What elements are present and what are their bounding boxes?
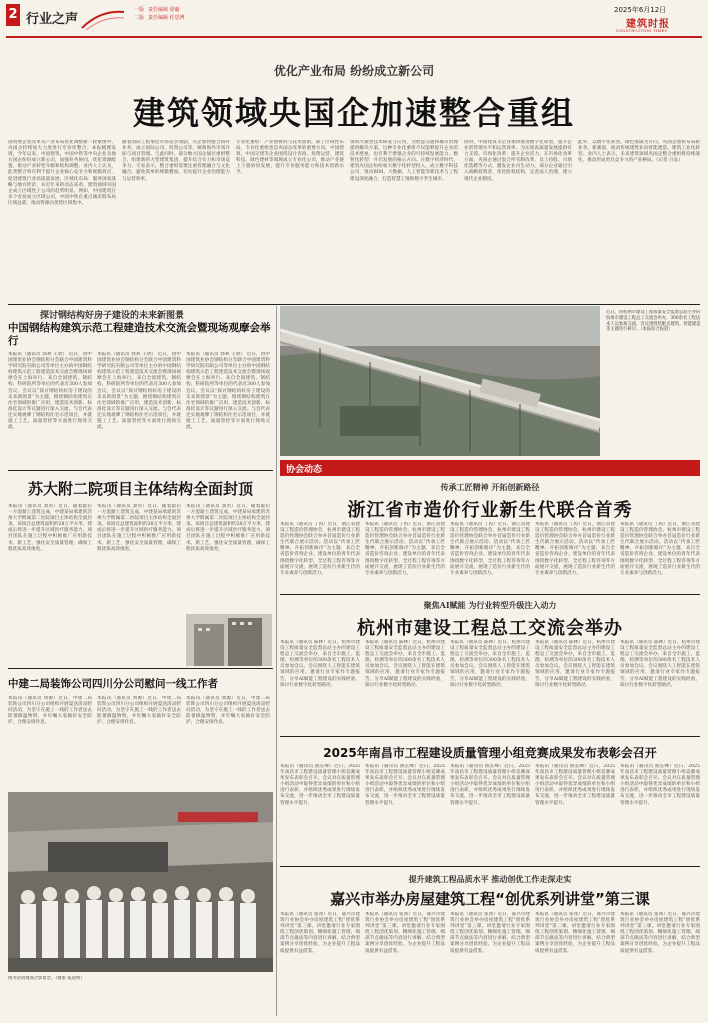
story4-body-2: 本报讯（通讯员 周源）近日，中建二局装饰公司四川分公司组织开展夏送清凉慰问活动，为坚守在施工一线的工作者送去防暑降温物资，并叮嘱大家做好安全防护，合理安排作息。	[97, 696, 181, 726]
issue-date: 2025年6月12日	[614, 6, 667, 14]
story8-body-5: 本报讯（通讯员 张冰）近日，嘉兴市建筑行业协会举办房屋建筑工程“创优系列讲堂”第三课。讲堂邀请行业专家围绕工程创优策划、精细化施工管理、细部节点做法等内容进行讲解，结合典型案例分享创优经验，为企业提升工程品质提供有益借鉴。	[620, 912, 700, 954]
story2-kicker: 探讨钢结构好房子建设的未来新图景	[40, 311, 185, 321]
story7-body-3: 本报讯（通讯员 熊长峰）近日，2025年南昌市工程建设质量管理小组竞赛成果发布表彰会召开。会议对在质量管理小组活动中取得优异成绩的单位和小组进行表彰，并组织优秀成果进行现场发布交流，进一步推动全市工程建设质量管理水平提升。	[450, 764, 530, 806]
story7-body-2: 本报讯（通讯员 熊长峰）近日，2025年南昌市工程建设质量管理小组竞赛成果发布表彰会召开。会议对在质量管理小组活动中取得优异成绩的单位和小组进行表彰，并组织优秀成果进行现场发布交流，进一步推动全市工程建设质量管理水平提升。	[365, 764, 445, 806]
group-photo	[8, 792, 273, 972]
story6-headline: 杭州市建设工程总工交流会举办	[357, 618, 623, 639]
story8-body-4: 本报讯（通讯员 张冰）近日，嘉兴市建筑行业协会举办房屋建筑工程“创优系列讲堂”第三课。讲堂邀请行业专家围绕工程创优策划、精细化施工管理、细部节点做法等内容进行讲解，结合典型案例分享创优经验，为企业提升工程品质提供有益借鉴。	[535, 912, 615, 954]
lead-column-1: 国资委企业改革及产业布局优化调整新一轮重组中，央国企持续加大力度进行专业化整合。本报梳理发现，今年以来，中国建筑、中国中铁等中央企业及地方国企纷纷成立新公司，加强业务协同，优化资源配置，推动产业转型升级和结构调整。业内人士认为，此类整合将有利于提升企业核心竞争力和规模效应，促进建筑行业高质量发展。区域化布局：服务国家战略与地方经济，从近年来的动态来看，建筑领域央国企成立区域性子公司的趋势明显。例如，中国建筑在多个省份成立区域公司，中国中铁在重点城市群布局区域总部，推动资源向优势区域集中。	[8, 140, 116, 206]
story5-body-3: 本报讯（通讯员 丁再）近日，浙江省建设工程造价管理协会、杭州市建设工程造价管理协会联合举办首届造价行业新生代联合展示活动。活动以“传承工匠精神、开拓创新路径”为主题，来自全省造价咨询企业、建设单位的青年代表围绕数字化转型、全过程工程咨询等方面展开交流，展现了造价行业新生代的专业素养与创新活力。	[450, 522, 530, 576]
section-tag-bar	[280, 460, 700, 476]
story2-body-1: 本报讯（通讯员 郭利 王欣） 近日，由中国建筑业协会钢结构分会联合中国建筑科学研究院有限公司等单位主办的中国钢结构建筑示范工程建造技术交流会暨现场观摩会在上海举行。来自全国建筑、钢结构、科研院所等单位的代表近300人参加会议。会议以“探讨钢结构好房子建设的未来新图景”为主题，围绕钢结构建筑在住宅领域的推广应用、建造技术创新、标准化设计等议题进行深入交流。与会代表还实地观摩了钢结构住宅示范项目，并就施工工艺、质量管控等方面进行现场交流。	[8, 352, 92, 431]
lead-headline: 建筑领域央国企加速整合重组	[132, 94, 575, 132]
story8-body-1: 本报讯（通讯员 张冰）近日，嘉兴市建筑行业协会举办房屋建筑工程“创优系列讲堂”第三课。讲堂邀请行业专家围绕工程创优策划、精细化施工管理、细部节点做法等内容进行讲解，结合典型案例分享创优经验，为企业提升工程品质提供有益借鉴。	[280, 912, 360, 954]
story4-body-3: 本报讯（通讯员 周源）近日，中建二局装饰公司四川分公司组织开展夏送清凉慰问活动，为坚守在施工一线的工作者送去防暑降温物资，并叮嘱大家做好安全防护，合理安排作息。	[186, 696, 270, 726]
section-swoosh-icon	[80, 6, 126, 32]
story3-body-3: 本报讯（通讯员 萧君）近日，随着最后一方混凝土浇筑完成，中建某局承建的苏州大学附属第二医院项目主体结构全面封顶。该项目总建筑面积约28万平方米，建成后将进一步提升区域医疗服务能力。项目团队在施工过程中积极推广应用新技术、新工艺，强化安全质量管理，确保工程优质高效推进。	[186, 504, 270, 552]
story7-headline: 2025年南昌市工程建设质量管理小组竞赛成果发布表彰会召开	[323, 746, 657, 760]
story5-headline: 浙江省市造价行业新生代联合首秀	[347, 500, 633, 521]
story6-body-1: 本报讯（通讯员 陈林）近日，杭州市建设工程质量安全监督总站主办的建设工程总工交流会举办，来自全市施工、监理、检测等单位的300余名工程技术人员参加会议。会议围绕人工智能在建筑领域的应用，邀请行业专家作专题报告，分享AI赋能工程建设的实践经验，探讨行业数字化转型路径。	[280, 640, 360, 688]
story3-body-1: 本报讯（通讯员 萧君）近日，随着最后一方混凝土浇筑完成，中建某局承建的苏州大学附属第二医院项目主体结构全面封顶。该项目总建筑面积约28万平方米，建成后将进一步提升区域医疗服务能力。项目团队在施工过程中积极推广应用新技术、新工艺，强化安全质量管理，确保工程优质高效推进。	[8, 504, 92, 552]
story4-body-1: 本报讯（通讯员 周源）近日，中建二局装饰公司四川分公司组织开展夏送清凉慰问活动，为坚守在施工一线的工作者送去防暑降温物资，并叮嘱大家做好安全防护，合理安排作息。	[8, 696, 92, 726]
editor-1-tag: 一版	[134, 7, 145, 13]
section-name: 行业之声	[26, 12, 79, 27]
story2-body-3: 本报讯（通讯员 郭利 王欣） 近日，由中国建筑业协会钢结构分会联合中国建筑科学研究院有限公司等单位主办的中国钢结构建筑示范工程建造技术交流会暨现场观摩会在上海举行。来自全国建筑、钢结构、科研院所等单位的代表近300人参加会议。会议以“探讨钢结构好房子建设的未来新图景”为主题，围绕钢结构建筑在住宅领域的推广应用、建造技术创新、标准化设计等议题进行深入交流。与会代表还实地观摩了钢结构住宅示范项目，并就施工工艺、质量管控等方面进行现场交流。	[186, 352, 270, 431]
editor-2-tag: 二版	[134, 15, 145, 21]
story3-headline: 苏大附二院项目主体结构全面封顶	[27, 480, 253, 498]
story6-kicker: 聚焦AI赋能 为行业转型升级注入动力	[423, 600, 557, 610]
story6-body-5: 本报讯（通讯员 陈林）近日，杭州市建设工程质量安全监督总站主办的建设工程总工交流会举办，来自全市施工、监理、检测等单位的300余名工程技术人员参加会议。会议围绕人工智能在建筑领域的应用，邀请行业专家作专题报告，分享AI赋能工程建设的实践经验，探讨行业数字化转型路径。	[620, 640, 700, 688]
story7-body-1: 本报讯（通讯员 熊长峰）近日，2025年南昌市工程建设质量管理小组竞赛成果发布表彰会召开。会议对在质量管理小组活动中取得优异成绩的单位和小组进行表彰，并组织优秀成果进行现场发布交流，进一步推动全市工程建设质量管理水平提升。	[280, 764, 360, 806]
divider	[280, 866, 700, 867]
story8-kicker: 提升建筑工程品质水平 推动创优工作走深走实	[408, 874, 572, 884]
newspaper-logo: 建筑时报	[626, 19, 670, 30]
editor-1: 责任编辑 徐毅	[148, 7, 180, 13]
divider	[280, 594, 700, 595]
lead-kicker: 优化产业布局 纷纷成立新公司	[273, 64, 435, 78]
group-photo-caption: 图为活动现场合影留念。（摄影 报道组）	[8, 976, 85, 981]
story5-body-1: 本报讯（通讯员 丁再）近日，浙江省建设工程造价管理协会、杭州市建设工程造价管理协会联合举办首届造价行业新生代联合展示活动。活动以“传承工匠精神、开拓创新路径”为主题，来自全省造价咨询企业、建设单位的青年代表围绕数字化转型、全过程工程咨询等方面展开交流，展现了造价行业新生代的专业素养与创新活力。	[280, 522, 360, 576]
story5-body-2: 本报讯（通讯员 丁再）近日，浙江省建设工程造价管理协会、杭州市建设工程造价管理协会联合举办首届造价行业新生代联合展示活动。活动以“传承工匠精神、开拓创新路径”为主题，来自全省造价咨询企业、建设单位的青年代表围绕数字化转型、全过程工程咨询等方面展开交流，展现了造价行业新生代的专业素养与创新活力。	[365, 522, 445, 576]
masthead	[0, 0, 708, 48]
story6-body-2: 本报讯（通讯员 陈林）近日，杭州市建设工程质量安全监督总站主办的建设工程总工交流会举办，来自全市施工、监理、检测等单位的300余名工程技术人员参加会议。会议围绕人工智能在建筑领域的应用，邀请行业专家作专题报告，分享AI赋能工程建设的实践经验，探讨行业数字化转型路径。	[365, 640, 445, 688]
railway-photo-caption: 近日，由杭州市建设工程质量安全监督总站主办的杭州市建设工程总工交流会举办，300余名工程技术人员参加交流，会议围绕装配式建筑、智能建造等主题进行研讨。（本报综合报道）	[606, 310, 701, 333]
story4-headline: 中建二局装饰公司四川分公司慰问一线工作者	[8, 678, 218, 690]
story5-body-5: 本报讯（通讯员 丁再）近日，浙江省建设工程造价管理协会、杭州市建设工程造价管理协会联合举办首届造价行业新生代联合展示活动。活动以“传承工匠精神、开拓创新路径”为主题，来自全省造价咨询企业、建设单位的青年代表围绕数字化转型、全过程工程咨询等方面展开交流，展现了造价行业新生代的专业素养与创新活力。	[620, 522, 700, 576]
divider	[8, 668, 273, 669]
lead-column-2: 随着国际工程承包市场竞争加剧，央企加快整合海外业务，成立国际公司、投资公司等，统筹海外市场开拓与项目管理。与此同时，部分地方国企通过重组整合，组建新的大型建筑集团，提升综合实力和市场竞争力。专家表示，整合重组需要注重管理融合与文化融合，避免简单的规模叠加，切实提升企业治理能力与运营效率。	[122, 140, 230, 182]
story7-body-5: 本报讯（通讯员 熊长峰）近日，2025年南昌市工程建设质量管理小组竞赛成果发布表彰会召开。会议对在质量管理小组活动中取得优异成绩的单位和小组进行表彰，并组织优秀成果进行现场发布交流，进一步推动全市工程建设质量管理水平提升。	[620, 764, 700, 806]
divider	[8, 304, 700, 305]
railway-viaduct-photo	[280, 306, 600, 456]
lead-column-6: 此外，以数字化转型、绿色低碳为方向，央国企加快布局新业务、新赛道，推动传统建筑业向智能建造、建筑工业化转型。业内人士表示，未来建筑领域央国企整合重组将持续深化，推动形成更具竞争力的产业格局。（记者 吕品）	[578, 140, 700, 164]
story2-body-2: 本报讯（通讯员 郭利 王欣） 近日，由中国建筑业协会钢结构分会联合中国建筑科学研究院有限公司等单位主办的中国钢结构建筑示范工程建造技术交流会暨现场观摩会在上海举行。来自全国建筑、钢结构、科研院所等单位的代表近300人参加会议。会议以“探讨钢结构好房子建设的未来新图景”为主题，围绕钢结构建筑在住宅领域的推广应用、建造技术创新、标准化设计等议题进行深入交流。与会代表还实地观摩了钢结构住宅示范项目，并就施工工艺、质量管控等方面进行现场交流。	[97, 352, 181, 431]
page-number: 2	[6, 4, 20, 26]
editor-2: 责任编辑 任思博	[148, 15, 185, 21]
divider	[8, 470, 273, 471]
story2-headline: 中国钢结构建筑示范工程建造技术交流会暨现场观摩会举行	[8, 322, 271, 347]
story6-body-3: 本报讯（通讯员 陈林）近日，杭州市建设工程质量安全监督总站主办的建设工程总工交流会举办，来自全市施工、监理、检测等单位的300余名工程技术人员参加会议。会议围绕人工智能在建筑领域的应用，邀请行业专家作专题报告，分享AI赋能工程建设的实践经验，探讨行业数字化转型路径。	[450, 640, 530, 688]
story3-body-2: 本报讯（通讯员 萧君）近日，随着最后一方混凝土浇筑完成，中建某局承建的苏州大学附属第二医院项目主体结构全面封顶。该项目总建筑面积约28万平方米，建成后将进一步提升区域医疗服务能力。项目团队在施工过程中积极推广应用新技术、新工艺，强化安全质量管理，确保工程优质高效推进。	[97, 504, 181, 552]
story5-kicker: 传承工匠精神 开拓创新路径	[440, 482, 540, 492]
column-separator	[276, 306, 277, 1016]
story8-body-2: 本报讯（通讯员 张冰）近日，嘉兴市建筑行业协会举办房屋建筑工程“创优系列讲堂”第三课。讲堂邀请行业专家围绕工程创优策划、精细化施工管理、细部节点做法等内容进行讲解，结合典型案例分享创优经验，为企业提升工程品质提供有益借鉴。	[365, 912, 445, 954]
story8-body-3: 本报讯（通讯员 张冰）近日，嘉兴市建筑行业协会举办房屋建筑工程“创优系列讲堂”第三课。讲堂邀请行业专家围绕工程创优策划、精细化施工管理、细部节点做法等内容进行讲解，结合典型案例分享创优经验，为企业提升工程品质提供有益借鉴。	[450, 912, 530, 954]
story5-body-4: 本报讯（通讯员 丁再）近日，浙江省建设工程造价管理协会、杭州市建设工程造价管理协会联合举办首届造价行业新生代联合展示活动。活动以“传承工匠精神、开拓创新路径”为主题，来自全省造价咨询企业、建设单位的青年代表围绕数字化转型、全过程工程咨询等方面展开交流，展现了造价行业新生代的专业素养与创新活力。	[535, 522, 615, 576]
story8-headline: 嘉兴市举办房屋建筑工程“创优系列讲堂”第三课	[330, 890, 650, 908]
lead-column-3: 专业化重组：产业链协同与技术创新。除了区域性布局，专业化重组也是央国企改革的重要方向。中国建筑、中国交建等企业围绕设计咨询、投资运营、建筑科技、绿色建材等领域成立专业化公司，推动产业链上下游协同发展，提升专业服务能力和技术创新水平。	[236, 140, 344, 176]
lead-column-4: 领域大模型技术研发与应用，为智慧交通和城市治理提供解决方案。这种专业化重组不仅能够提升企业的技术壁垒，也有利于增强企业的可持续发展能力。数智化转型：开启发展的核心方向。在数字经济时代，建筑央国企纷纷加大数字化转型投入，成立数字科技公司，推动BIM、大数据、人工智能等新技术与工程建设深度融合，打造智慧工地和数字孪生城市。	[350, 140, 458, 182]
divider	[280, 736, 700, 737]
masthead-rule	[6, 36, 702, 38]
newspaper-logo-en: CONSTRUCTION TIMES	[616, 29, 668, 33]
lead-column-5: 同时，中国建筑等企业加快推进数字化转型，提升企业的管理水平和运营效率，为实现高质量发展提供有力支撑。市场化改革：提升企业活力。在市场化改革方面，央国企通过混合所有制改革、员工持股、市场化选聘等方式，激发企业内生动力。部分企业通过引入战略投资者，优化股权结构，完善法人治理，建立现代企业制度。	[464, 140, 572, 182]
story6-body-4: 本报讯（通讯员 陈林）近日，杭州市建设工程质量安全监督总站主办的建设工程总工交流会举办，来自全市施工、监理、检测等单位的300余名工程技术人员参加会议。会议围绕人工智能在建筑领域的应用，邀请行业专家作专题报告，分享AI赋能工程建设的实践经验，探讨行业数字化转型路径。	[535, 640, 615, 688]
building-photo	[186, 614, 272, 666]
story7-body-4: 本报讯（通讯员 熊长峰）近日，2025年南昌市工程建设质量管理小组竞赛成果发布表彰会召开。会议对在质量管理小组活动中取得优异成绩的单位和小组进行表彰，并组织优秀成果进行现场发布交流，进一步推动全市工程建设质量管理水平提升。	[535, 764, 615, 806]
section-tag: 协会动态	[286, 465, 323, 475]
